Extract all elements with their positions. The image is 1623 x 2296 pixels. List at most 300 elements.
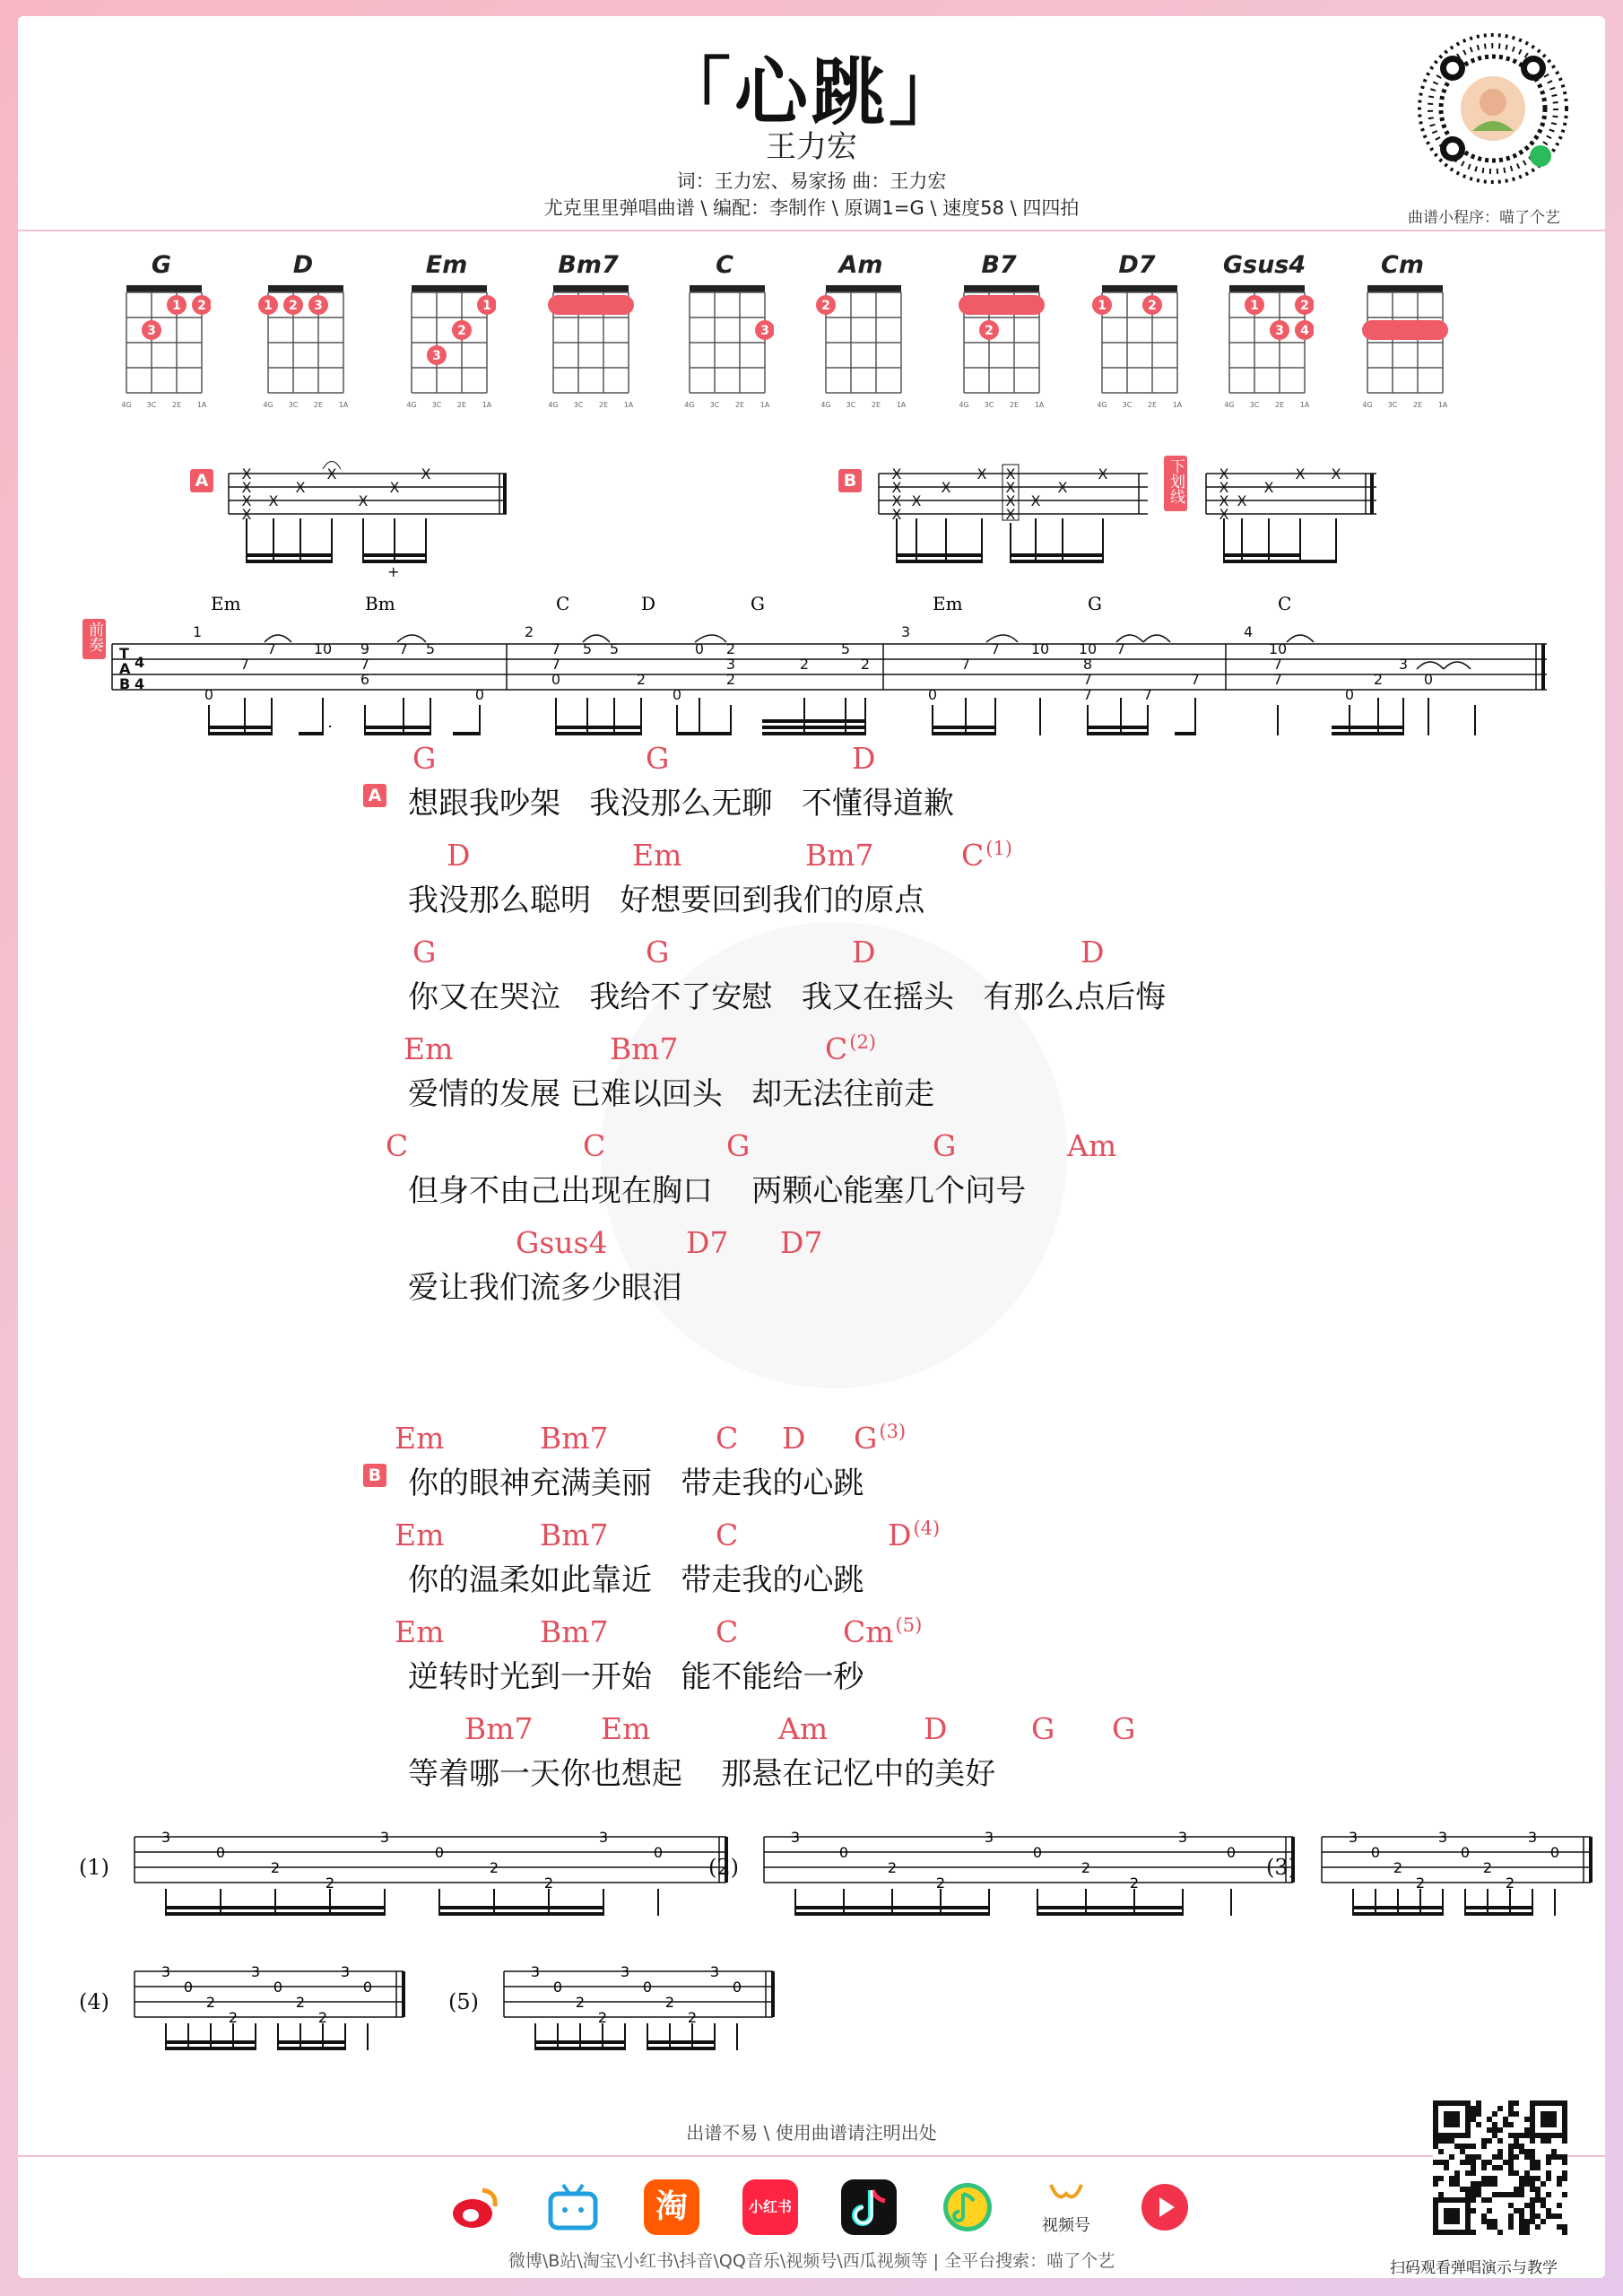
svg-text:3C: 3C xyxy=(984,401,994,409)
svg-text:X: X xyxy=(891,479,902,496)
ending-tab-staff xyxy=(126,1953,421,2070)
svg-text:X: X xyxy=(1219,465,1229,483)
svg-text:7: 7 xyxy=(990,640,1001,657)
svg-text:2: 2 xyxy=(725,671,736,688)
svg-text:0: 0 xyxy=(474,686,485,703)
svg-text:4G: 4G xyxy=(263,401,273,409)
chord-symbol xyxy=(924,1711,947,1746)
chord-symbol-name: Em xyxy=(395,1614,445,1649)
chord-symbol-name: Bm7 xyxy=(540,1518,609,1552)
qq-music-icon[interactable] xyxy=(940,2179,995,2235)
svg-text:X: X xyxy=(295,479,306,496)
ending-ref: (2) xyxy=(849,1031,876,1053)
svg-text:2: 2 xyxy=(687,2009,698,2026)
svg-text:3C: 3C xyxy=(846,401,856,409)
chord-symbol xyxy=(464,1711,534,1746)
svg-text:2: 2 xyxy=(860,656,871,673)
chord-symbol-name: C xyxy=(716,1421,739,1456)
svg-text:4: 4 xyxy=(135,654,145,671)
svg-text:3C: 3C xyxy=(431,401,442,409)
svg-text:X: X xyxy=(241,465,252,483)
svg-text:1: 1 xyxy=(1098,299,1107,313)
section-a-marker: A xyxy=(190,469,213,492)
svg-text:2: 2 xyxy=(1148,299,1157,313)
svg-text:2: 2 xyxy=(543,1874,554,1892)
svg-text:4G: 4G xyxy=(1362,401,1373,409)
svg-text:3: 3 xyxy=(530,1963,541,1980)
chord-symbol xyxy=(540,1518,609,1552)
svg-text:7: 7 xyxy=(1082,686,1093,703)
chord-symbol xyxy=(632,838,681,873)
svg-text:10: 10 xyxy=(1268,640,1288,657)
svg-text:3C: 3C xyxy=(1249,401,1260,409)
chord-symbol-name: Em xyxy=(395,1518,445,1552)
svg-text:2E: 2E xyxy=(871,401,881,409)
chord-symbol-name: D7 xyxy=(780,1225,823,1260)
svg-text:4G: 4G xyxy=(820,401,831,409)
header-divider xyxy=(18,230,1605,231)
chord-name: Gsus4 xyxy=(1222,251,1306,279)
chord-symbol-name: G xyxy=(646,741,670,776)
svg-text:7: 7 xyxy=(1082,671,1093,688)
ending-ref: (4) xyxy=(913,1518,941,1539)
chord-symbol xyxy=(395,1421,444,1456)
svg-text:B: B xyxy=(119,675,131,692)
chord-symbol-name: C xyxy=(825,1031,848,1066)
svg-text:1A: 1A xyxy=(338,401,349,409)
svg-text:2: 2 xyxy=(525,623,534,640)
svg-text:7: 7 xyxy=(1272,656,1283,673)
svg-text:1A: 1A xyxy=(1437,401,1448,409)
svg-text:4G: 4G xyxy=(959,401,969,409)
chord-symbol-name: C xyxy=(716,1614,739,1649)
chord-symbol xyxy=(447,838,470,873)
artist-name: 王力宏 xyxy=(766,129,857,165)
xigua-video-icon[interactable] xyxy=(1137,2179,1193,2235)
lyric-line: 等着哪一天你也想起 那悬在记忆中的美好 xyxy=(408,1756,996,1792)
chord-grid xyxy=(397,282,496,412)
svg-text:1A: 1A xyxy=(482,401,492,409)
chord-symbol-name: D xyxy=(888,1518,912,1552)
chord-diagram-b7 xyxy=(945,251,1053,412)
svg-text:X: X xyxy=(1295,465,1306,483)
chord-symbol-name: G xyxy=(412,935,437,970)
prelude-label: 前奏 xyxy=(82,619,106,659)
chord-diagram-cm xyxy=(1349,251,1456,412)
chord-symbol xyxy=(1031,1711,1055,1746)
svg-text:3: 3 xyxy=(161,1963,171,1980)
svg-text:3: 3 xyxy=(147,324,156,338)
section-b-lyric-marker: B xyxy=(363,1464,386,1487)
svg-text:X: X xyxy=(241,479,252,496)
svg-text:2: 2 xyxy=(1081,1859,1091,1876)
svg-text:X: X xyxy=(389,479,400,496)
chord-symbol-name: Cm xyxy=(843,1614,894,1649)
svg-text:0: 0 xyxy=(672,686,682,703)
prelude-tablature xyxy=(103,572,1556,743)
xiaohongshu-icon[interactable]: 小红书 xyxy=(742,2179,798,2235)
svg-text:2: 2 xyxy=(821,299,830,313)
lyric-line: 爱让我们流多少眼泪 xyxy=(408,1270,682,1306)
svg-text:2: 2 xyxy=(1505,1874,1515,1892)
channels-icon[interactable]: 视频号 xyxy=(1038,2179,1094,2235)
svg-text:3C: 3C xyxy=(573,401,584,409)
chord-grid xyxy=(112,282,211,412)
chord-symbol-name: Bm7 xyxy=(464,1711,534,1746)
chord-symbol xyxy=(540,1421,609,1456)
chord-diagram-d7 xyxy=(1083,251,1191,412)
svg-text:7: 7 xyxy=(1272,671,1283,688)
svg-text:3: 3 xyxy=(725,656,736,673)
chord-symbol-name: C xyxy=(386,1128,409,1163)
chord-name: Cm xyxy=(1381,251,1424,279)
svg-text:1A: 1A xyxy=(623,401,634,409)
chord-symbol xyxy=(646,935,669,970)
svg-text:2: 2 xyxy=(887,1859,898,1876)
svg-text:3: 3 xyxy=(1398,656,1409,673)
svg-text:2E: 2E xyxy=(1009,401,1020,409)
chord-symbol-name: G xyxy=(854,1421,878,1456)
svg-text:3: 3 xyxy=(432,349,441,363)
svg-text:2: 2 xyxy=(228,2009,239,2026)
svg-text:3C: 3C xyxy=(1122,401,1133,409)
svg-text:2: 2 xyxy=(489,1859,499,1876)
lyric-line: 你的眼神充满美丽 带走我的心跳 xyxy=(408,1465,864,1501)
chord-symbol xyxy=(1112,1711,1135,1746)
svg-text:0: 0 xyxy=(694,640,705,657)
svg-text:X: X xyxy=(976,465,987,483)
chord-symbol xyxy=(780,1225,822,1260)
watermark-logo xyxy=(341,886,1327,1424)
svg-text:4: 4 xyxy=(1244,623,1254,640)
svg-text:1: 1 xyxy=(1250,299,1259,313)
svg-text:4G: 4G xyxy=(1224,401,1235,409)
svg-text:3: 3 xyxy=(314,299,323,313)
svg-text:2: 2 xyxy=(636,671,647,688)
chord-symbol-name: C xyxy=(583,1128,606,1163)
svg-text:X: X xyxy=(1030,492,1041,509)
svg-text:X: X xyxy=(241,506,252,523)
svg-text:10: 10 xyxy=(313,640,333,657)
svg-text:0: 0 xyxy=(215,1844,226,1861)
svg-text:4G: 4G xyxy=(1097,401,1107,409)
chord-name: B7 xyxy=(981,251,1017,279)
svg-text:2: 2 xyxy=(317,2009,328,2026)
chord-symbol xyxy=(852,741,875,776)
svg-text:X: X xyxy=(1005,506,1016,523)
svg-text:7: 7 xyxy=(266,640,277,657)
chord-symbol xyxy=(852,935,875,970)
svg-text:1: 1 xyxy=(193,623,203,640)
svg-text:T: T xyxy=(119,645,129,662)
svg-text:0: 0 xyxy=(1549,1844,1560,1861)
svg-text:2: 2 xyxy=(985,324,994,338)
chord-symbol xyxy=(1067,1128,1116,1163)
svg-text:2: 2 xyxy=(575,1994,586,2011)
svg-text:A: A xyxy=(119,660,131,677)
taobao-icon[interactable]: 淘 xyxy=(644,2179,699,2235)
svg-text:3C: 3C xyxy=(288,401,299,409)
svg-text:0: 0 xyxy=(1032,1844,1043,1861)
svg-text:5: 5 xyxy=(609,640,620,657)
svg-text:5: 5 xyxy=(840,640,851,657)
chord-symbol xyxy=(601,1711,650,1746)
chord-symbol xyxy=(843,1614,922,1649)
chord-symbol xyxy=(726,1128,750,1163)
chord-symbol-name: G xyxy=(1112,1711,1136,1746)
chord-symbol xyxy=(854,1421,906,1456)
strum-pattern-b xyxy=(870,447,1166,581)
svg-text:X: X xyxy=(326,465,337,483)
chord-diagram-c xyxy=(671,251,778,412)
chord-grid xyxy=(1353,282,1452,412)
bilibili-icon[interactable] xyxy=(545,2179,601,2235)
svg-text:9: 9 xyxy=(360,640,370,657)
svg-text:0: 0 xyxy=(927,686,938,703)
ending-label: (2) xyxy=(708,1855,739,1880)
svg-text:0: 0 xyxy=(1423,671,1434,688)
svg-text:2: 2 xyxy=(725,640,736,657)
qr-code[interactable] xyxy=(1433,2100,1567,2235)
ending-label: (3) xyxy=(1266,1855,1297,1880)
svg-text:0: 0 xyxy=(434,1844,445,1861)
prelude-chord-name: Bm xyxy=(365,593,395,614)
chord-symbol xyxy=(404,1031,453,1066)
svg-text:X: X xyxy=(1219,506,1229,523)
chord-name: D7 xyxy=(1118,251,1156,279)
chord-symbol-name: D xyxy=(852,741,876,776)
svg-text:X: X xyxy=(891,492,902,509)
svg-text:2: 2 xyxy=(289,299,298,313)
svg-text:1: 1 xyxy=(264,299,273,313)
prelude-chord-name: C xyxy=(1278,593,1292,614)
svg-text:0: 0 xyxy=(1460,1844,1471,1861)
chord-name: C xyxy=(716,251,733,279)
svg-text:4G: 4G xyxy=(548,401,559,409)
svg-text:3: 3 xyxy=(1177,1829,1188,1846)
svg-text:2: 2 xyxy=(1129,1874,1140,1892)
svg-text:X: X xyxy=(891,465,902,483)
chord-symbol-name: G xyxy=(1031,1711,1055,1746)
svg-text:3C: 3C xyxy=(1387,401,1398,409)
chord-symbol xyxy=(716,1614,738,1649)
strum-pattern-a xyxy=(220,447,525,581)
chord-symbol-name: Em xyxy=(601,1711,651,1746)
ending-ref: (3) xyxy=(879,1421,907,1442)
svg-text:3: 3 xyxy=(1527,1829,1538,1846)
svg-text:X: X xyxy=(1219,492,1229,509)
svg-text:0: 0 xyxy=(732,1979,742,1996)
chord-grid xyxy=(812,282,910,412)
chord-symbol xyxy=(933,1128,956,1163)
svg-text:X: X xyxy=(421,465,431,483)
chord-symbol xyxy=(395,1518,444,1552)
svg-text:0: 0 xyxy=(653,1844,664,1861)
chord-symbol-name: D xyxy=(1081,935,1105,970)
svg-text:2: 2 xyxy=(197,299,206,313)
svg-text:0: 0 xyxy=(362,1979,373,1996)
prelude-chord-name: C xyxy=(556,593,570,614)
section-b-marker: B xyxy=(838,469,862,492)
ending-ref: (5) xyxy=(895,1614,923,1636)
douyin-icon[interactable] xyxy=(841,2179,897,2235)
chord-diagram-am xyxy=(807,251,915,412)
ending-label: (4) xyxy=(79,1989,109,2014)
chord-symbol xyxy=(386,1128,408,1163)
chord-grid xyxy=(1215,282,1314,412)
svg-text:6: 6 xyxy=(360,671,370,688)
chord-symbol-name: Bm7 xyxy=(805,838,874,873)
chord-symbol-name: G xyxy=(646,935,670,970)
chord-symbol xyxy=(646,741,669,776)
svg-text:3: 3 xyxy=(1348,1829,1358,1846)
chord-symbol xyxy=(412,935,436,970)
svg-text:0: 0 xyxy=(183,1979,194,1996)
chord-symbol xyxy=(516,1225,607,1260)
svg-text:7: 7 xyxy=(551,640,561,657)
lyric-line: 你的温柔如此靠近 带走我的心跳 xyxy=(408,1562,864,1598)
svg-text:0: 0 xyxy=(552,1979,563,1996)
svg-text:X: X xyxy=(941,479,951,496)
chord-symbol xyxy=(778,1711,828,1746)
svg-text:7: 7 xyxy=(551,656,561,673)
svg-text:0: 0 xyxy=(642,1979,653,1996)
arrangement-info: 尤克里里弹唱曲谱 \ 编配：李制作 \ 原调1=G \ 速度58 \ 四四拍 xyxy=(543,197,1080,219)
chord-diagram-em xyxy=(393,251,500,412)
svg-text:2: 2 xyxy=(325,1874,335,1892)
svg-text:4: 4 xyxy=(1300,324,1309,338)
svg-text:4G: 4G xyxy=(684,401,695,409)
svg-text:2: 2 xyxy=(597,2009,608,2026)
prelude-chord-name: G xyxy=(751,593,765,614)
svg-text:5: 5 xyxy=(582,640,593,657)
chord-symbol-name: Am xyxy=(778,1711,829,1746)
mini-program-code[interactable] xyxy=(1417,32,1569,185)
svg-text:2E: 2E xyxy=(456,401,467,409)
svg-text:2E: 2E xyxy=(1147,401,1158,409)
chord-grid xyxy=(539,282,638,412)
svg-text:3: 3 xyxy=(760,324,769,338)
chord-symbol xyxy=(805,838,874,873)
svg-text:10: 10 xyxy=(1030,640,1050,657)
chord-symbol xyxy=(782,1421,805,1456)
svg-text:0: 0 xyxy=(838,1844,849,1861)
chord-name: Em xyxy=(425,251,468,279)
svg-text:0: 0 xyxy=(551,671,561,688)
svg-text:X: X xyxy=(358,492,369,509)
chord-grid xyxy=(254,282,352,412)
lyric-line: 想跟我吵架 我没那么无聊 不懂得道歉 xyxy=(408,786,954,822)
svg-text:7: 7 xyxy=(1190,671,1201,688)
chord-symbol-name: Am xyxy=(1067,1128,1117,1163)
prelude-chord-name: Em xyxy=(211,593,241,614)
svg-text:X: X xyxy=(1005,479,1016,496)
svg-text:3: 3 xyxy=(901,623,911,640)
weibo-icon[interactable] xyxy=(447,2179,502,2235)
svg-text:X: X xyxy=(1005,492,1016,509)
svg-text:2: 2 xyxy=(1482,1859,1493,1876)
chord-symbol xyxy=(716,1518,738,1552)
svg-text:7: 7 xyxy=(1115,640,1126,657)
svg-text:7: 7 xyxy=(360,656,370,673)
svg-text:4G: 4G xyxy=(121,401,132,409)
chord-grid xyxy=(1088,282,1186,412)
chord-grid xyxy=(950,282,1048,412)
platform-list: 微博\B站\淘宝\小红书\抖音\QQ音乐\视频号\西瓜视频等 | 全平台搜索：喵了个艺 xyxy=(508,2251,1115,2271)
svg-text:8: 8 xyxy=(1082,656,1093,673)
svg-text:10: 10 xyxy=(1078,640,1098,657)
chord-symbol-name: D xyxy=(782,1421,806,1456)
mini-program-caption: 曲谱小程序：喵了个艺 xyxy=(1408,209,1560,227)
ending-tab-staff xyxy=(1313,1819,1605,1935)
svg-text:2: 2 xyxy=(1373,671,1384,688)
svg-text:3: 3 xyxy=(379,1829,390,1846)
ending-label: (1) xyxy=(79,1855,109,1880)
svg-text:3: 3 xyxy=(709,1963,720,1980)
chord-symbol-name: Em xyxy=(395,1421,445,1456)
chord-symbol xyxy=(540,1614,609,1649)
strum-pattern-downstroke xyxy=(1197,447,1385,581)
prelude-chord-name: D xyxy=(641,593,656,614)
svg-text:7: 7 xyxy=(1142,686,1153,703)
svg-text:1A: 1A xyxy=(1034,401,1045,409)
svg-text:2: 2 xyxy=(1393,1859,1403,1876)
ending-label: (5) xyxy=(448,1989,479,2014)
svg-text:2E: 2E xyxy=(313,401,324,409)
svg-text:2E: 2E xyxy=(1274,401,1285,409)
copyright-note: 出谱不易 \ 使用曲谱请注明出处 xyxy=(686,2122,937,2144)
chord-symbol xyxy=(825,1031,876,1066)
svg-text:1: 1 xyxy=(172,299,181,313)
downstroke-label: 下划线 xyxy=(1164,456,1187,511)
chord-name: G xyxy=(151,251,172,279)
scan-caption: 扫码观看弹唱演示与教学 xyxy=(1390,2259,1558,2277)
svg-text:2: 2 xyxy=(664,1994,675,2011)
svg-text:X: X xyxy=(1057,479,1068,496)
svg-text:1A: 1A xyxy=(1172,401,1183,409)
svg-text:2: 2 xyxy=(270,1859,281,1876)
svg-text:1A: 1A xyxy=(1299,401,1310,409)
chord-symbol xyxy=(610,1031,679,1066)
svg-text:X: X xyxy=(1263,479,1274,496)
chord-symbol xyxy=(716,1421,738,1456)
lyric-line: 我没那么聪明 好想要回到我们的原点 xyxy=(408,883,925,918)
chord-symbol-name: D xyxy=(924,1711,948,1746)
svg-text:0: 0 xyxy=(273,1979,283,1996)
chord-symbol-name: D7 xyxy=(686,1225,729,1260)
svg-text:2E: 2E xyxy=(598,401,609,409)
svg-text:2: 2 xyxy=(457,324,466,338)
section-a-lyric-marker: A xyxy=(363,784,386,807)
svg-text:X: X xyxy=(241,492,252,509)
svg-text:0: 0 xyxy=(204,686,214,703)
chord-symbol xyxy=(583,1128,605,1163)
chord-symbol xyxy=(412,741,436,776)
svg-text:2: 2 xyxy=(935,1874,946,1892)
svg-text:2: 2 xyxy=(1300,299,1309,313)
svg-text:2E: 2E xyxy=(734,401,745,409)
svg-text:3: 3 xyxy=(620,1963,630,1980)
svg-text:5: 5 xyxy=(425,640,436,657)
svg-text:X: X xyxy=(1219,479,1229,496)
svg-text:3: 3 xyxy=(250,1963,261,1980)
svg-text:4: 4 xyxy=(135,675,145,692)
chord-name: Bm7 xyxy=(558,251,619,279)
svg-text:3: 3 xyxy=(1437,1829,1448,1846)
svg-text:2: 2 xyxy=(1415,1874,1426,1892)
chord-symbol xyxy=(395,1614,444,1649)
chord-symbol-name: G xyxy=(726,1128,751,1163)
